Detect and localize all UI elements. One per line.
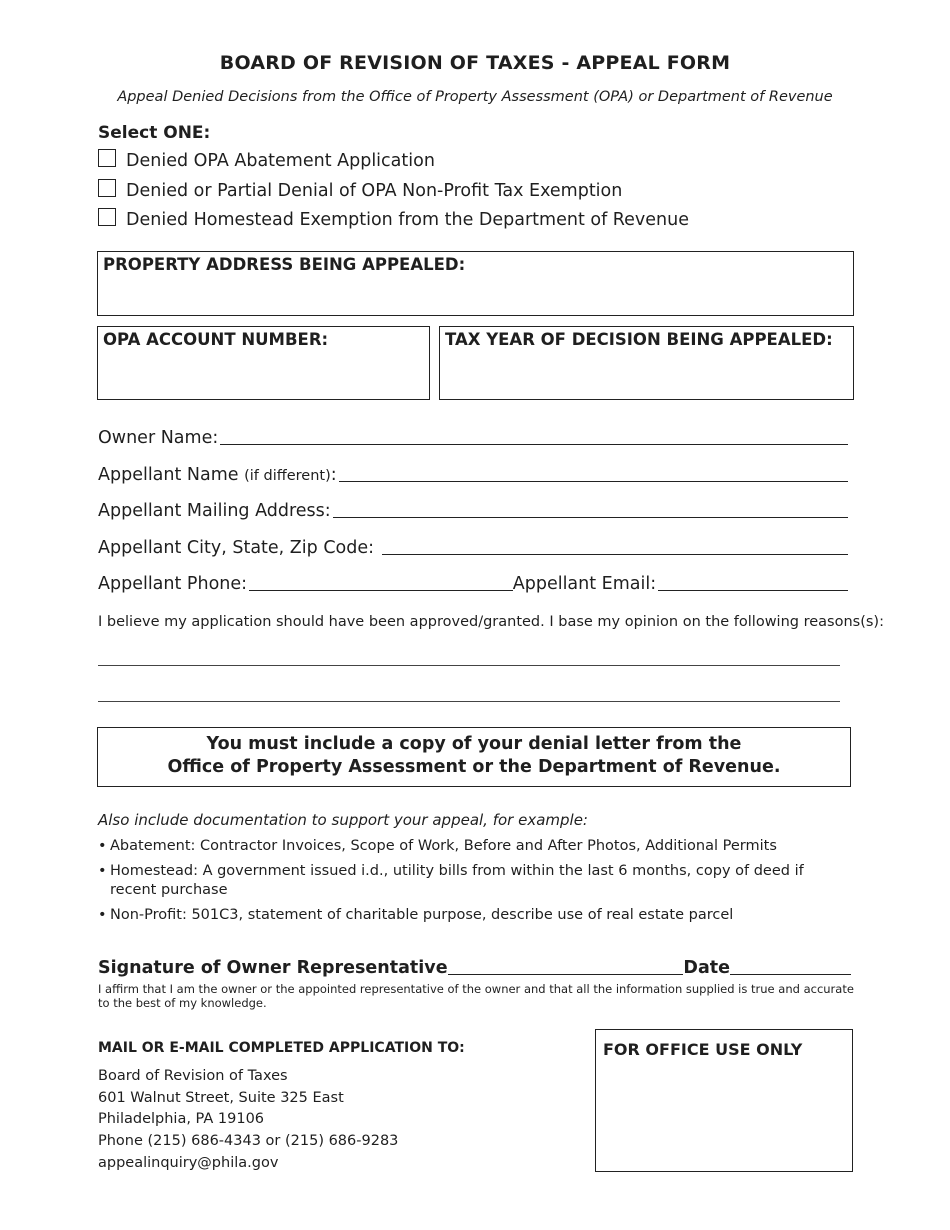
checkbox-opa-abatement[interactable] — [98, 149, 116, 167]
signature-row — [98, 954, 851, 978]
bullet-abatement — [98, 837, 858, 856]
appellant-name-input[interactable] — [339, 481, 848, 482]
bullet-text: Non-Profit: 501C3, statement of charitable purpose, describe use of real estate parcel — [110, 907, 734, 923]
bullet-nonprofit — [98, 906, 858, 925]
mail-line-2: 601 Walnut Street, Suite 325 East — [98, 1090, 344, 1106]
city-state-zip-label: Appellant City, State, Zip Code: — [98, 538, 375, 558]
reasons-intro: I believe my application should have been approved/granted. I base my opinion on the following reasons(s): — [98, 614, 884, 630]
denial-letter-notice — [97, 727, 851, 787]
city-state-zip-input[interactable] — [382, 554, 848, 555]
property-address-label: PROPERTY ADDRESS BEING APPEALED: — [103, 255, 466, 274]
bullet-icon: • — [98, 838, 107, 854]
office-use-label: FOR OFFICE USE ONLY — [603, 1040, 803, 1059]
bullet-homestead — [98, 862, 843, 900]
signature-input[interactable] — [448, 974, 684, 975]
phone-label: Appellant Phone: — [98, 574, 248, 594]
checkbox-homestead-exemption[interactable] — [98, 208, 116, 226]
owner-name-input[interactable] — [220, 444, 848, 445]
mail-line-4: Phone (215) 686-4343 or (215) 686-9283 — [98, 1133, 399, 1149]
email-input[interactable] — [658, 590, 848, 591]
option-homestead-exemption[interactable] — [98, 210, 689, 230]
reason-line-1[interactable] — [98, 665, 840, 666]
option-opa-abatement[interactable] — [98, 151, 435, 171]
mail-email[interactable]: appealinquiry@phila.gov — [98, 1155, 279, 1171]
property-address-box[interactable] — [97, 251, 854, 316]
mailing-address-label: Appellant Mailing Address: — [98, 501, 331, 521]
mail-heading: MAIL OR E-MAIL COMPLETED APPLICATION TO: — [98, 1040, 465, 1056]
reason-line-2[interactable] — [98, 701, 840, 702]
bullet-text: Homestead: A government issued i.d., utility bills from within the last 6 months, copy of deed if recent purchase — [110, 863, 804, 898]
signature-label: Signature of Owner Representative — [98, 958, 448, 978]
date-input[interactable] — [730, 974, 851, 975]
office-use-box — [595, 1029, 853, 1172]
phone-input[interactable] — [249, 590, 513, 591]
date-label: Date — [683, 958, 730, 978]
city-state-zip-field — [98, 534, 848, 558]
mailing-address-input[interactable] — [333, 517, 848, 518]
if-different-note: (if different) — [244, 468, 331, 484]
notice-line-1: You must include a copy of your denial letter from the — [206, 734, 742, 754]
option-label: Denied or Partial Denial of OPA Non-Profit Tax Exemption — [126, 181, 623, 201]
select-one-label: Select ONE: — [98, 123, 211, 143]
email-label: Appellant Email: — [512, 574, 657, 594]
phone-email-field — [98, 570, 848, 594]
bullet-icon: • — [98, 907, 107, 923]
appellant-name-label: Appellant Name (if different): — [98, 465, 337, 485]
option-nonprofit-exemption[interactable] — [98, 181, 622, 201]
option-label: Denied Homestead Exemption from the Department of Revenue — [126, 210, 690, 230]
owner-name-label: Owner Name: — [98, 428, 219, 448]
form-subtitle: Appeal Denied Decisions from the Office of Property Assessment (OPA) or Department of Revenue — [117, 89, 833, 105]
form-title: BOARD OF REVISION OF TAXES - APPEAL FORM — [219, 52, 731, 74]
appellant-name-field — [98, 461, 848, 485]
tax-year-label: TAX YEAR OF DECISION BEING APPEALED: — [445, 330, 833, 349]
notice-line-2: Office of Property Assessment or the Department of Revenue. — [167, 757, 781, 777]
bullet-text: Abatement: Contractor Invoices, Scope of Work, Before and After Photos, Additional Permits — [110, 838, 777, 854]
checkbox-nonprofit-exemption[interactable] — [98, 179, 116, 197]
option-label: Denied OPA Abatement Application — [126, 151, 435, 171]
tax-year-box[interactable] — [439, 326, 854, 400]
opa-account-label: OPA ACCOUNT NUMBER: — [103, 330, 329, 349]
affirmation-text: I affirm that I am the owner or the appointed representative of the owner and that all the information supplied is true and accurate to the best of my knowledge. — [98, 982, 854, 1010]
documentation-intro: Also include documentation to support your appeal, for example: — [98, 811, 588, 829]
bullet-icon: • — [98, 863, 107, 879]
mail-line-3: Philadelphia, PA 19106 — [98, 1111, 265, 1127]
mailing-address-field — [98, 497, 848, 521]
owner-name-field — [98, 424, 848, 448]
opa-account-box[interactable] — [97, 326, 430, 400]
mail-line-1: Board of Revision of Taxes — [98, 1068, 288, 1084]
